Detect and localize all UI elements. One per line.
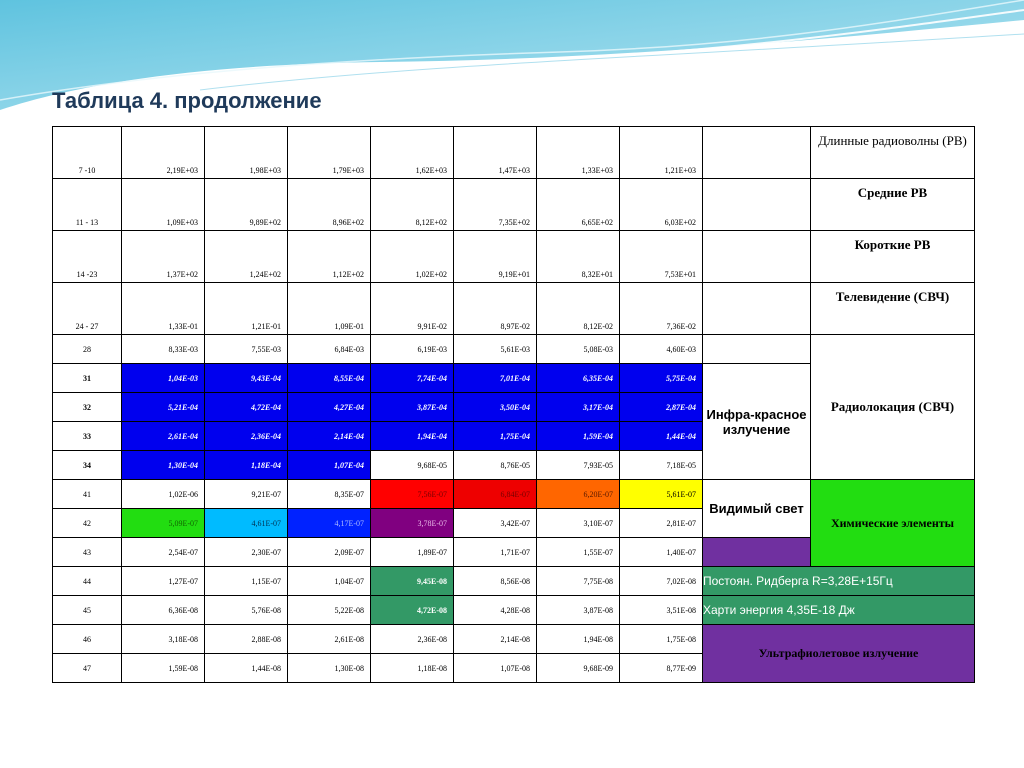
table-row xyxy=(53,283,975,335)
table-cell: 9,43E-04 xyxy=(205,364,288,393)
table-row xyxy=(53,127,975,179)
table-cell: 1,98E+03 xyxy=(205,127,288,179)
table-cell: 7,35E+02 xyxy=(454,179,537,231)
table-cell: 3,87E-04 xyxy=(371,393,454,422)
table-cell: 1,55E-07 xyxy=(537,538,620,567)
table-cell: 2,88E-08 xyxy=(205,625,288,654)
table-row xyxy=(53,231,975,283)
row-number: 31 xyxy=(53,364,122,393)
table-cell: 7,93E-05 xyxy=(537,451,620,480)
table-cell: 1,44E-08 xyxy=(205,654,288,683)
table-cell: 2,09E-07 xyxy=(288,538,371,567)
table-cell: 7,53E+01 xyxy=(620,231,703,283)
table-cell: 8,96E+02 xyxy=(288,179,371,231)
table-cell: 4,27E-04 xyxy=(288,393,371,422)
table-cell: 1,04E-03 xyxy=(122,364,205,393)
empty-cell xyxy=(703,283,811,335)
row-number: 24 - 27 xyxy=(53,283,122,335)
table-cell: 6,03E+02 xyxy=(620,179,703,231)
empty-cell xyxy=(703,231,811,283)
table-cell: 1,18E-04 xyxy=(205,451,288,480)
table-cell-teal: 4,72E-08 xyxy=(371,596,454,625)
table-cell: 8,32E+01 xyxy=(537,231,620,283)
label-rydberg-constant: Постоян. Ридберга R=3,28E+15Гц xyxy=(703,567,975,596)
table-cell: 5,21E-04 xyxy=(122,393,205,422)
label-ultraviolet: Ультрафиолетовое излучение xyxy=(703,625,975,683)
table-cell: 8,77E-09 xyxy=(620,654,703,683)
row-number: 7 -10 xyxy=(53,127,122,179)
row-number: 44 xyxy=(53,567,122,596)
table-cell: 7,36E-02 xyxy=(620,283,703,335)
table-row xyxy=(53,480,975,509)
row-number: 45 xyxy=(53,596,122,625)
table-cell: 1,89E-07 xyxy=(371,538,454,567)
table-cell: 1,09E+03 xyxy=(122,179,205,231)
table-cell: 1,94E-08 xyxy=(537,625,620,654)
table-cell: 1,40E-07 xyxy=(620,538,703,567)
table-row xyxy=(53,567,975,596)
table-cell: 1,44E-04 xyxy=(620,422,703,451)
table-cell: 1,02E+02 xyxy=(371,231,454,283)
table-cell: 1,02E-06 xyxy=(122,480,205,509)
table-cell-red: 6,84E-07 xyxy=(454,480,537,509)
table-cell-red: 7,56E-07 xyxy=(371,480,454,509)
table-row xyxy=(53,179,975,231)
table-cell: 1,15E-07 xyxy=(205,567,288,596)
table-cell: 7,74E-04 xyxy=(371,364,454,393)
table-cell: 6,19E-03 xyxy=(371,335,454,364)
table-cell: 1,75E-04 xyxy=(454,422,537,451)
table-cell: 3,10E-07 xyxy=(537,509,620,538)
table-cell: 1,07E-04 xyxy=(288,451,371,480)
table-cell: 7,01E-04 xyxy=(454,364,537,393)
table-cell-orange: 6,20E-07 xyxy=(537,480,620,509)
table-cell-blue: 4,17E-07 xyxy=(288,509,371,538)
table-cell: 5,76E-08 xyxy=(205,596,288,625)
table-cell-violet: 3,78E-07 xyxy=(371,509,454,538)
table-cell: 8,33E-03 xyxy=(122,335,205,364)
empty-cell xyxy=(703,179,811,231)
table-cell: 1,09E-01 xyxy=(288,283,371,335)
table-cell-cyan: 4,61E-07 xyxy=(205,509,288,538)
table-cell: 1,24E+02 xyxy=(205,231,288,283)
empty-cell xyxy=(703,127,811,179)
table-cell: 2,14E-04 xyxy=(288,422,371,451)
table-cell: 1,59E-04 xyxy=(537,422,620,451)
purple-cell xyxy=(703,538,811,567)
table-cell: 4,72E-04 xyxy=(205,393,288,422)
table-cell: 8,56E-08 xyxy=(454,567,537,596)
table-cell: 5,22E-08 xyxy=(288,596,371,625)
table-cell: 1,21E-01 xyxy=(205,283,288,335)
table-cell: 3,51E-08 xyxy=(620,596,703,625)
table-cell: 1,30E-04 xyxy=(122,451,205,480)
page-title: Таблица 4. продолжение xyxy=(52,88,322,113)
row-number: 28 xyxy=(53,335,122,364)
table-cell-green: 5,09E-07 xyxy=(122,509,205,538)
table-cell: 1,79E+03 xyxy=(288,127,371,179)
table-row xyxy=(53,596,975,625)
table-cell: 2,81E-07 xyxy=(620,509,703,538)
label-visible-light: Видимый свет xyxy=(703,480,811,538)
table-cell: 2,87E-04 xyxy=(620,393,703,422)
table-cell: 7,75E-08 xyxy=(537,567,620,596)
row-number: 11 - 13 xyxy=(53,179,122,231)
table-cell: 2,14E-08 xyxy=(454,625,537,654)
table-cell: 4,28E-08 xyxy=(454,596,537,625)
table-cell: 2,19E+03 xyxy=(122,127,205,179)
table-cell: 5,75E-04 xyxy=(620,364,703,393)
table-cell: 9,21E-07 xyxy=(205,480,288,509)
table-cell: 2,54E-07 xyxy=(122,538,205,567)
label-long-radio-waves: Длинные радиоволны (РВ) xyxy=(811,127,975,179)
data-table xyxy=(52,126,975,683)
row-number: 32 xyxy=(53,393,122,422)
table-cell: 3,18E-08 xyxy=(122,625,205,654)
table-cell: 6,65E+02 xyxy=(537,179,620,231)
row-number: 41 xyxy=(53,480,122,509)
table-cell: 2,61E-08 xyxy=(288,625,371,654)
row-number: 14 -23 xyxy=(53,231,122,283)
row-number: 43 xyxy=(53,538,122,567)
table-cell: 1,62E+03 xyxy=(371,127,454,179)
table-cell: 2,30E-07 xyxy=(205,538,288,567)
table-cell: 8,12E-02 xyxy=(537,283,620,335)
label-short-radio-waves: Короткие РВ xyxy=(811,231,975,283)
table-cell: 6,36E-08 xyxy=(122,596,205,625)
table-cell: 5,61E-03 xyxy=(454,335,537,364)
table-cell: 2,36E-04 xyxy=(205,422,288,451)
table-cell-yellow: 5,61E-07 xyxy=(620,480,703,509)
table-cell: 8,76E-05 xyxy=(454,451,537,480)
table-cell: 3,42E-07 xyxy=(454,509,537,538)
label-radar: Радиолокация (СВЧ) xyxy=(811,335,975,480)
label-hartree-energy: Харти энергия 4,35E-18 Дж xyxy=(703,596,975,625)
empty-cell xyxy=(703,335,811,364)
table-cell: 3,50E-04 xyxy=(454,393,537,422)
table-cell: 9,91E-02 xyxy=(371,283,454,335)
table-cell: 1,12E+02 xyxy=(288,231,371,283)
row-number: 42 xyxy=(53,509,122,538)
table-cell: 4,60E-03 xyxy=(620,335,703,364)
table-cell: 1,33E+03 xyxy=(537,127,620,179)
table-cell: 7,55E-03 xyxy=(205,335,288,364)
row-number: 46 xyxy=(53,625,122,654)
table-cell: 5,08E-03 xyxy=(537,335,620,364)
table-cell: 1,18E-08 xyxy=(371,654,454,683)
table-cell-teal: 9,45E-08 xyxy=(371,567,454,596)
table-cell: 9,19E+01 xyxy=(454,231,537,283)
row-number: 33 xyxy=(53,422,122,451)
table-cell: 1,94E-04 xyxy=(371,422,454,451)
table-cell: 8,55E-04 xyxy=(288,364,371,393)
table-cell: 1,21E+03 xyxy=(620,127,703,179)
table-cell: 8,97E-02 xyxy=(454,283,537,335)
label-chemical-elements: Химические элементы xyxy=(811,480,975,567)
label-medium-radio-waves: Средние РВ xyxy=(811,179,975,231)
table-row xyxy=(53,625,975,654)
table-cell: 2,36E-08 xyxy=(371,625,454,654)
table-cell: 1,30E-08 xyxy=(288,654,371,683)
table-cell: 1,37E+02 xyxy=(122,231,205,283)
table-cell: 8,12E+02 xyxy=(371,179,454,231)
row-number: 47 xyxy=(53,654,122,683)
table-cell: 1,47E+03 xyxy=(454,127,537,179)
table-cell: 8,35E-07 xyxy=(288,480,371,509)
label-television: Телевидение (СВЧ) xyxy=(811,283,975,335)
table-cell: 1,75E-08 xyxy=(620,625,703,654)
table-cell: 3,17E-04 xyxy=(537,393,620,422)
table-cell: 9,68E-09 xyxy=(537,654,620,683)
row-number: 34 xyxy=(53,451,122,480)
table-cell: 6,84E-03 xyxy=(288,335,371,364)
table-cell: 3,87E-08 xyxy=(537,596,620,625)
table-cell: 1,27E-07 xyxy=(122,567,205,596)
table-cell: 1,33E-01 xyxy=(122,283,205,335)
label-infrared: Инфра-красное излучение xyxy=(703,364,811,480)
table-cell: 2,61E-04 xyxy=(122,422,205,451)
table-cell: 6,35E-04 xyxy=(537,364,620,393)
table-cell: 7,02E-08 xyxy=(620,567,703,596)
table-cell: 9,68E-05 xyxy=(371,451,454,480)
table-row xyxy=(53,335,975,364)
table-cell: 1,04E-07 xyxy=(288,567,371,596)
table-cell: 1,59E-08 xyxy=(122,654,205,683)
table-cell: 1,71E-07 xyxy=(454,538,537,567)
table-cell: 9,89E+02 xyxy=(205,179,288,231)
table-cell: 1,07E-08 xyxy=(454,654,537,683)
table-cell: 7,18E-05 xyxy=(620,451,703,480)
